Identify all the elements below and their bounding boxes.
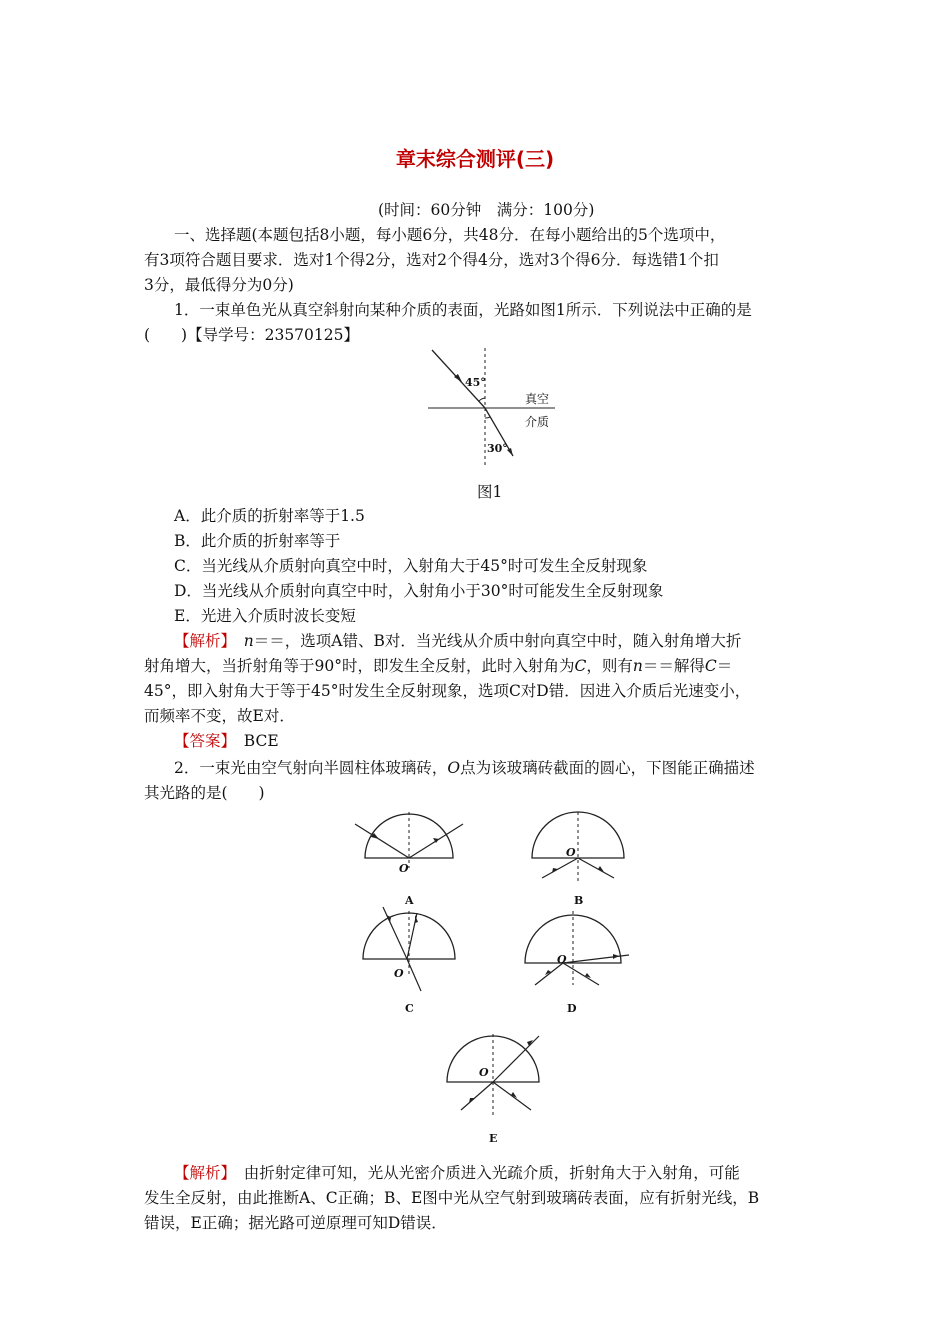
- q2-stem-text-a: 2．一束光由空气射向半圆柱体玻璃砖，: [174, 759, 448, 777]
- q1-analysis-line-4: 而频率不变，故E对．: [144, 707, 295, 725]
- q1-option-c: C．当光线从介质射向真空中时，入射角大于45°时可发生全反射现象: [174, 557, 648, 575]
- angle-arc-bottom: [485, 417, 490, 418]
- q2-stem-text-b: 点为该玻璃砖截面的圆心，下图能正确描述: [460, 759, 755, 777]
- diagram-label: C: [405, 1002, 414, 1015]
- ray: [493, 1082, 531, 1110]
- q1-option-b: B．此介质的折射率等于: [174, 532, 341, 550]
- q1-analysis-text-2: 射角增大，当折射角等于90°时，即发生全反射，此时入射角为: [144, 657, 575, 675]
- arrow-icon: [552, 868, 558, 873]
- center-label: O: [557, 953, 567, 966]
- q1-answer-line: [174, 728, 279, 754]
- q1-analysis-line-3: 45°，即入射角大于等于45°时发生全反射现象，选项C对D错．因进入介质后光速变小，: [144, 682, 751, 700]
- diagram-e: [433, 1020, 553, 1145]
- ray: [407, 959, 421, 991]
- section-intro-line-2: 有3项符合题目要求．选对1个得2分，选对2个得4分，选对3个得6分．每选错1个扣: [144, 251, 719, 269]
- center-label: O: [479, 1066, 489, 1079]
- figure-1-caption: 图1: [477, 483, 503, 501]
- q1-stem-line-2: ( )【导学号：23570125】: [144, 326, 359, 344]
- q1-analysis-c-var-2: C: [704, 657, 717, 675]
- angle-top-label: 45°: [465, 376, 486, 389]
- figure-1-refraction-diagram: [425, 348, 565, 468]
- angle-arc-top: [479, 398, 485, 401]
- q1-analysis-line-2: [144, 653, 732, 679]
- q1-analysis-n: n: [243, 632, 254, 650]
- q2-analysis-line-2: 发生全反射，由此推断A、C正确；B、E图中光从空气射到玻璃砖表面，应有折射光线，B: [144, 1189, 760, 1207]
- q1-option-d: D．当光线从介质射向真空中时，入射角小于30°时可能发生全反射现象: [174, 582, 664, 600]
- q1-analysis-n-var: n: [632, 657, 643, 675]
- q2-stem-o: O: [447, 759, 461, 777]
- medium-label: 介质: [525, 415, 550, 429]
- q1-analysis-tag: 【解析】: [174, 632, 229, 650]
- diagram-label: D: [567, 1002, 577, 1015]
- q1-analysis-text-1: ＝＝，选项A错、B对．当光线从介质中射向真空中时，随入射角增大折: [253, 632, 742, 650]
- subtitle: (时间：60分钟 满分：100分): [378, 201, 595, 219]
- q1-answer: BCE: [243, 732, 279, 750]
- q2-analysis-line-1: [174, 1160, 740, 1186]
- ray: [542, 858, 578, 878]
- q1-analysis-text-2d: ＝: [716, 657, 733, 675]
- section-intro-line-1: 一、选择题(本题包括8小题，每小题6分，共48分．在每小题给出的5个选项中，: [174, 226, 726, 244]
- center-label: O: [566, 846, 576, 859]
- ray: [493, 1036, 539, 1082]
- q1-option-a: A．此介质的折射率等于1.5: [174, 507, 365, 525]
- q1-answer-tag: 【答案】: [174, 732, 229, 750]
- diagram-label: B: [574, 894, 584, 907]
- diagram-label: A: [405, 894, 414, 907]
- center-label: O: [399, 862, 409, 875]
- ray: [578, 858, 614, 878]
- ray: [355, 824, 409, 858]
- section-intro-line-3: 3分，最低得分为0分): [144, 276, 294, 294]
- q2-stem-line-2: 其光路的是( ): [144, 784, 265, 802]
- ray: [461, 1082, 493, 1110]
- ray: [535, 963, 563, 985]
- q1-analysis-text-2b: ，则有: [586, 657, 633, 675]
- center-label: O: [394, 967, 404, 980]
- q2-analysis-line-3: 错误，E正确；据光路可逆原理可知D错误．: [144, 1214, 447, 1232]
- q2-analysis-text-1: 由折射定律可知，光从光密介质进入光疏介质，折射角大于入射角，可能: [243, 1164, 740, 1182]
- vacuum-label: 真空: [525, 392, 550, 406]
- q2-stem-line-1: [174, 755, 755, 781]
- q1-analysis-line-1: [174, 628, 741, 654]
- q1-option-e: E．光进入介质时波长变短: [174, 607, 356, 625]
- q1-analysis-text-2c: ＝＝解得: [642, 657, 705, 675]
- diagram-d: [515, 905, 635, 1015]
- q2-analysis-tag: 【解析】: [174, 1164, 229, 1182]
- refracted-arrow-icon: [507, 448, 513, 456]
- diagram-c: [349, 905, 469, 1015]
- angle-bottom-label: 30°: [487, 442, 508, 455]
- q1-stem-line-1: 1．一束单色光从真空斜射向某种介质的表面，光路如图1所示．下列说法中正确的是: [174, 301, 752, 319]
- page-title: 章末综合测评(三): [395, 147, 555, 171]
- ray: [563, 963, 599, 985]
- diagram-label: E: [489, 1132, 498, 1145]
- q1-analysis-c-var: C: [574, 657, 587, 675]
